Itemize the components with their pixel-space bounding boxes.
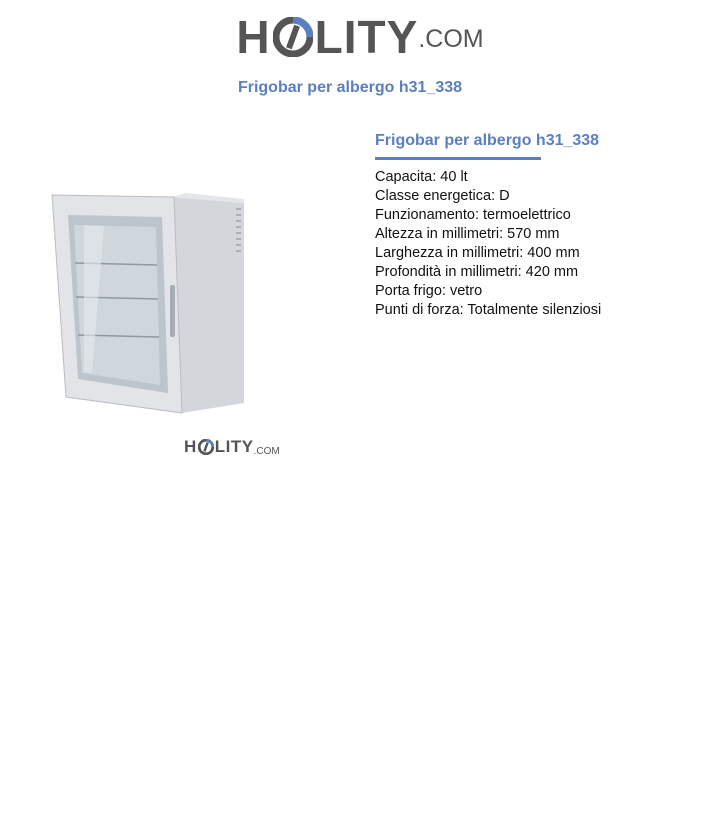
logo-dotcom: .COM	[253, 446, 280, 458]
logo-letter-h: H	[184, 437, 197, 456]
spec-item: Larghezza in millimetri: 400 mm	[375, 245, 580, 261]
spec-item: Capacita: 40 lt	[375, 169, 468, 185]
logo-o-icon	[273, 17, 313, 57]
page-title: Frigobar per albergo h31_338	[237, 79, 463, 96]
logo-o-icon	[198, 439, 214, 455]
spec-item: Profondità in millimetri: 420 mm	[375, 264, 579, 280]
spec-item: Porta frigo: vetro	[375, 283, 483, 299]
title-underline	[375, 157, 541, 160]
logo-dotcom: .COM	[418, 25, 484, 54]
product-image	[44, 185, 254, 420]
spec-item: Funzionamento: termoelettrico	[375, 207, 571, 223]
spec-item: Altezza in millimetri: 570 mm	[375, 226, 560, 242]
holity-logo-small[interactable]	[184, 437, 280, 457]
logo-letters-lity: LITY	[214, 437, 254, 456]
product-title: Frigobar per albergo h31_338	[375, 132, 600, 149]
spec-list	[375, 168, 601, 320]
logo-letter-h: H	[236, 11, 271, 63]
mini-fridge-icon	[44, 185, 254, 415]
spec-item: Classe energetica: D	[375, 188, 510, 204]
logo-letters-lity: LITY	[314, 11, 419, 63]
holity-logo[interactable]	[0, 10, 720, 64]
spec-item: Punti di forza: Totalmente silenziosi	[375, 302, 602, 318]
